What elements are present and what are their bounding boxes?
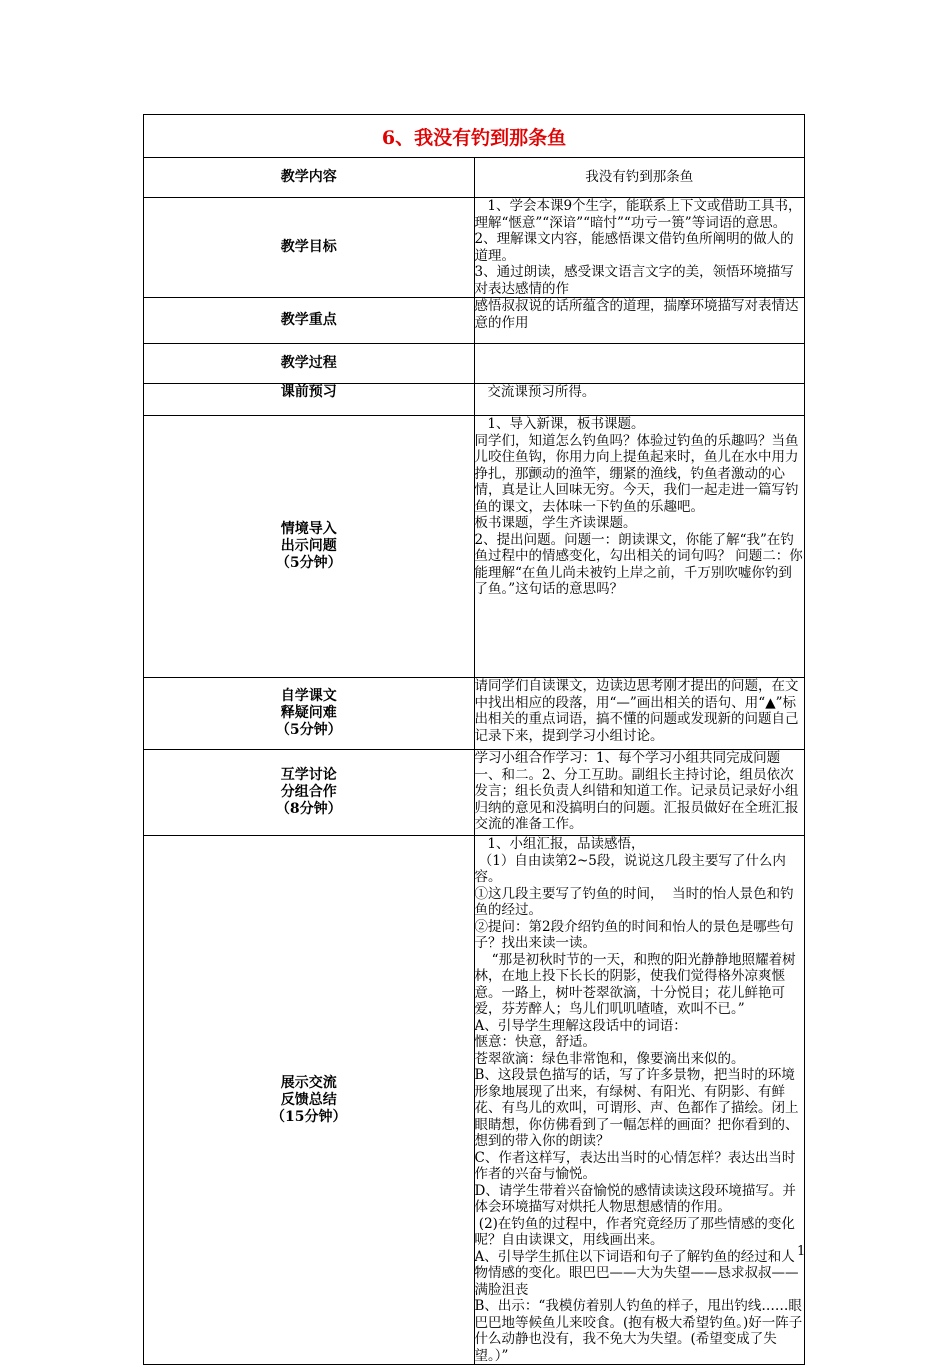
intro-line: 2、提出问题。问题一：朗读课文，你能了解“我”在钓鱼过程中的情感变化，勾出相关的词句吗？ 问题二：你能理解“在鱼儿尚未被钓上岸之前，千万别吹嘘你钓到了鱼。”这句话的意思吗？ xyxy=(474,531,803,597)
label-group-line: 分组合作 xyxy=(280,784,337,800)
process-text xyxy=(474,344,805,384)
show-text xyxy=(474,836,805,1365)
intro-text xyxy=(474,416,805,678)
label-selfstudy-line: 释疑问难 xyxy=(280,705,337,721)
show-line: “那是初秋时节的一天，和煦的阳光静静地照耀着树林，在地上投下长长的阴影，使我们觉得格外凉爽惬意。一路上，树叶苍翠欲滴，十分悦目；花儿鲜艳可爱，芬芳醉人；鸟儿们叽叽喳喳，欢叫不已。” xyxy=(474,951,796,1017)
focus-text xyxy=(474,298,805,344)
intro-line: 同学们，知道怎么钓鱼吗？体验过钓鱼的乐趣吗？当鱼儿咬住鱼钩，你用力向上提鱼起来时，鱼儿在水中用力挣扎，那颤动的渔竿，绷紧的渔线，钓鱼者激动的心情，真是让人回味无穷。今天，我们一起走进一篇写钓鱼的课文，去体味一下钓鱼的乐趣吧。 xyxy=(474,432,799,515)
show-line: B、这段景色描写的话，写了许多景物，把当时的环境形象地展现了出来，有绿树、有阳光、有阴影、有鲜花、有鸟儿的欢叫，可谓形、声、色都作了描绘。闭上眼睛想，你仿佛看到了一幅怎样的画面？把你看到的、想到的带入你的朗读？ xyxy=(474,1067,799,1149)
show-line: D、请学生带着兴奋愉悦的感情读读这段环境描写。并体会环境描写对烘托人物思想感情的作用。 xyxy=(474,1182,796,1215)
title-row xyxy=(144,115,805,158)
row-selfstudy xyxy=(144,678,805,750)
show-line: C、作者这样写，表达出当时的心情怎样？表达出当时作者的兴奋与愉悦。 xyxy=(474,1149,796,1182)
show-line: ②提问：第2段介绍钓鱼的时间和怡人的景色是哪些句子？找出来读一读。 xyxy=(474,918,794,951)
goals-line: 3、通过朗读，感受课文语言文字的美，领悟环境描写对表达感情的作 xyxy=(474,264,794,297)
label-intro-line: 情境导入 xyxy=(280,521,337,537)
label-content: 教学内容 xyxy=(144,158,475,198)
content-text: 我没有钓到那条鱼 xyxy=(474,158,805,198)
preview-line: 交流课预习所得。 xyxy=(474,384,596,400)
intro-line: 1、导入新课，板书课题。 xyxy=(474,416,645,432)
selfstudy-line: 请同学们自读课文，边读边思考刚才提出的问题，在文中找出相应的段落，用“—”画出相关的语句、用“▲”标出相关的重点词语，搞不懂的问题或发现新的问题自己记录下来，提到学习小组讨论。 xyxy=(474,678,799,744)
show-line: 惬意：快意，舒适。 xyxy=(474,1034,596,1050)
label-focus: 教学重点 xyxy=(144,298,475,344)
label-process: 教学过程 xyxy=(144,344,475,384)
show-line: ①这几段主要写了钓鱼的时间， 当时的怡人景色和钓鱼的经过。 xyxy=(474,885,794,918)
label-selfstudy-line: （5分钟） xyxy=(275,722,342,738)
row-group xyxy=(144,750,805,836)
label-show xyxy=(144,836,475,1365)
intro-line: 板书课题，学生齐读课题。 xyxy=(474,515,637,531)
row-goals xyxy=(144,198,805,298)
preview-text xyxy=(474,384,805,416)
label-show-line: 展示交流 xyxy=(280,1074,337,1091)
label-group-line: 互学讨论 xyxy=(280,767,337,783)
row-preview xyxy=(144,384,805,416)
document-title: 6、我没有钓到那条鱼 xyxy=(144,115,805,158)
group-text xyxy=(474,750,805,836)
show-line: 1、小组汇报，品读感悟， xyxy=(474,836,645,852)
group-line: 学习小组合作学习：1、每个学习小组共同完成问题一、和二。2、分工互助。副组长主持讨论，组员依次发言；组长负责人纠错和知道工作。记录员记录好小组归纳的意见和没搞明白的问题。汇报员做好在全班汇报交流的准备工作。 xyxy=(474,750,799,832)
goals-line: 1、学会本课9个生字，能联系上下文或借助工具书，理解“惬意”“深谙”“暗忖”“功亏一篑”等词语的意思。 xyxy=(474,198,802,231)
label-intro xyxy=(144,416,475,678)
show-line: （1）自由读第2~5段，说说这几段主要写了什么内容。 xyxy=(474,852,786,885)
row-focus xyxy=(144,298,805,344)
lesson-plan-table xyxy=(143,114,805,1365)
label-show-line: （15分钟） xyxy=(271,1108,347,1125)
row-intro xyxy=(144,416,805,678)
focus-line: 感悟叔叔说的话所蕴含的道理，揣摩环境描写对表情达意的作用 xyxy=(474,298,799,331)
selfstudy-text xyxy=(474,678,805,750)
show-line: 苍翠欲滴：绿色非常饱和，像要滴出来似的。 xyxy=(474,1050,745,1067)
label-preview: 课前预习 xyxy=(144,384,475,416)
label-group xyxy=(144,750,475,836)
row-show xyxy=(144,836,805,1365)
label-show-line: 反馈总结 xyxy=(280,1091,337,1108)
row-content xyxy=(144,158,805,198)
label-group-line: （8分钟） xyxy=(275,801,342,817)
show-line: B、出示：“我模仿着别人钓鱼的样子，甩出钓线……眼巴巴地等候鱼儿来咬食。(抱有极大希望钓鱼。)好一阵子什么动静也没有，我不免大为失望。(希望变成了失望。）” xyxy=(474,1298,803,1364)
label-selfstudy xyxy=(144,678,475,750)
row-process xyxy=(144,344,805,384)
show-line: (2)在钓鱼的过程中，作者究竟经历了那些情感的变化呢？自由读课文，用线画出来。 xyxy=(474,1215,795,1248)
goals-text xyxy=(474,198,805,298)
show-line: A、引导学生抓住以下词语和句子了解钓鱼的经过和人物情感的变化。眼巴巴——大为失望——恳求叔叔——满脸沮丧 xyxy=(474,1248,799,1298)
label-selfstudy-line: 自学课文 xyxy=(280,688,337,704)
goals-line: 2、理解课文内容，能感悟课文借钓鱼所阐明的做人的道理。 xyxy=(474,231,794,264)
show-line: A、引导学生理解这段话中的词语： xyxy=(474,1017,687,1034)
label-goals: 教学目标 xyxy=(144,198,475,298)
page-number: 1 xyxy=(797,1244,806,1259)
label-intro-line: 出示问题 xyxy=(280,538,337,554)
label-intro-line: （5分钟） xyxy=(275,555,342,571)
